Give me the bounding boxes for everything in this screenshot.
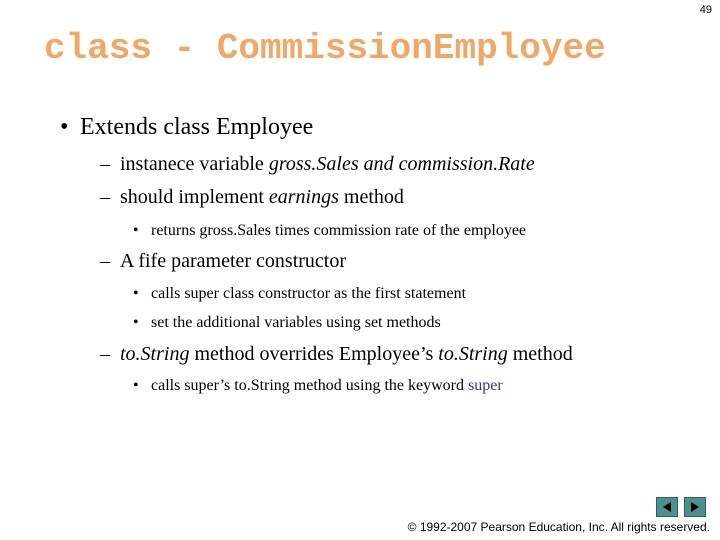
subsubbullet-text: calls super class constructor as the first statement — [151, 285, 467, 302]
text-part: method — [338, 186, 404, 208]
slide-navigation — [656, 497, 706, 517]
bullet-marker: • — [133, 314, 139, 331]
bullet-marker: • — [133, 377, 139, 394]
text-part: instanece variable — [120, 153, 269, 175]
italic-term: gross.Sales — [268, 153, 359, 175]
italic-term: to.String — [438, 343, 508, 365]
text-part: method overrides Employee’s — [189, 343, 439, 365]
subsubbullet-text: set the additional variables using set methods — [151, 314, 441, 331]
next-slide-button[interactable] — [684, 497, 706, 517]
keyword-super: super — [468, 377, 503, 394]
bullet-marker: • — [133, 285, 139, 302]
subsubbullet-text: returns gross.Sales times commission rate of the employee — [151, 222, 527, 239]
subsubbullet-text — [151, 377, 503, 395]
subbullet-text: A fife parameter constructor — [120, 250, 347, 272]
text-part: calls super’s to.String method using the keyword — [151, 377, 468, 394]
text-part: and — [358, 153, 399, 175]
italic-term: commission.Rate — [398, 153, 535, 175]
dash-marker: – — [100, 186, 110, 208]
page-number: 49 — [699, 4, 712, 16]
dash-marker: – — [100, 250, 110, 272]
bullet-marker: • — [133, 222, 139, 239]
subbullet-text — [120, 343, 573, 366]
dash-marker: – — [100, 343, 110, 365]
text-part: method — [507, 343, 573, 365]
slide-title: class - CommissionEmployee — [44, 28, 606, 69]
copyright-footer: © 1992-2007 Pearson Education, Inc. All rights reserved. — [407, 520, 710, 534]
dash-marker: – — [100, 153, 110, 175]
bullet-text: Extends class Employee — [80, 114, 314, 140]
italic-term: to.String — [120, 343, 190, 365]
italic-term: earnings — [268, 186, 339, 208]
triangle-left-icon — [660, 500, 674, 514]
triangle-right-icon — [688, 500, 702, 514]
subbullet-text — [120, 186, 404, 209]
previous-slide-button[interactable] — [656, 497, 678, 517]
bullet-marker: • — [60, 114, 69, 140]
subbullet-text — [120, 153, 535, 176]
text-part: should implement — [120, 186, 269, 208]
